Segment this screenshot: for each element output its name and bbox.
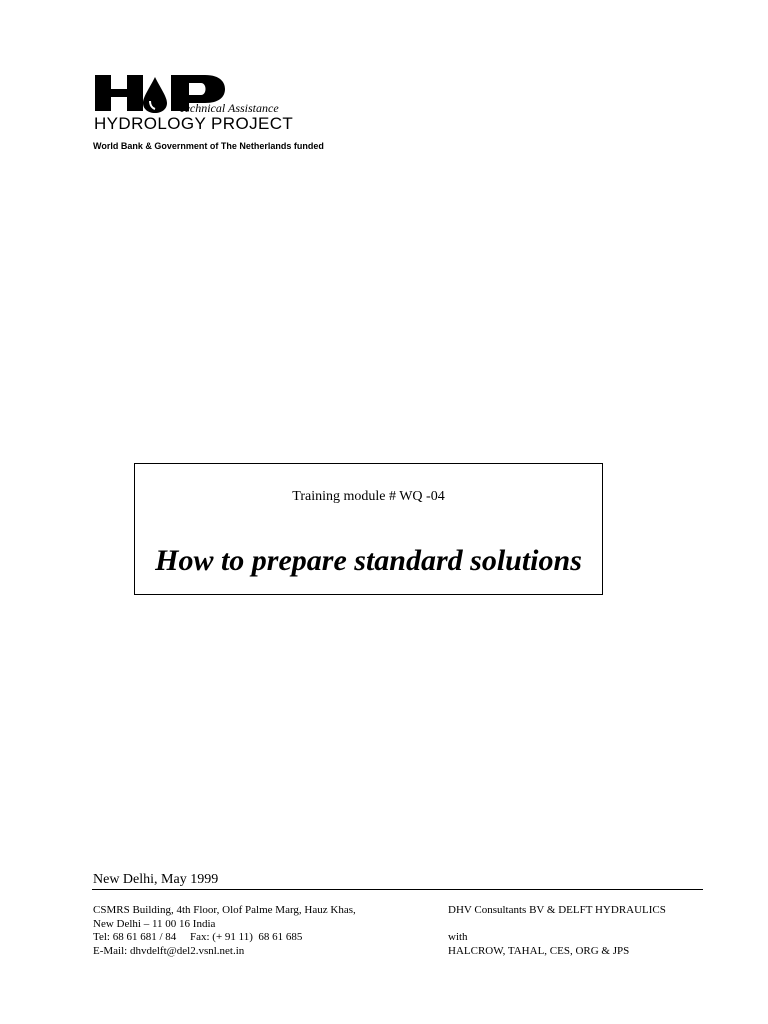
address-line: E-Mail: dhvdelft@del2.vsnl.net.in [93, 944, 245, 957]
title-box [134, 463, 603, 595]
consultant-line: with [448, 931, 468, 943]
logo-tagline: Technical Assistance [179, 101, 279, 115]
module-label: Training module # WQ -04 [292, 489, 445, 504]
address-block [93, 904, 356, 958]
dateline: New Delhi, May 1999 [93, 872, 219, 887]
logo-name: HYDROLOGY PROJECT [94, 114, 294, 133]
address-line: Tel: 68 61 681 / 84 Fax: (+ 91 11) 68 61 685 [93, 931, 303, 943]
hydrology-project-logo [93, 73, 333, 133]
consultant-line: HALCROW, TAHAL, CES, ORG & JPS [448, 944, 630, 957]
consultants-block [448, 904, 666, 958]
document-title: How to prepare standard solutions [155, 544, 582, 577]
address-line: CSMRS Building, 4th Floor, Olof Palme Marg, Hauz Khas, [93, 904, 356, 916]
consultant-line [448, 918, 666, 932]
funding-note: World Bank & Government of The Netherlands funded [93, 141, 324, 151]
address-line: New Delhi – 11 00 16 India [93, 917, 216, 930]
hp-logo-icon [93, 73, 333, 133]
footer-divider [92, 889, 703, 890]
consultant-line: DHV Consultants BV & DELFT HYDRAULICS [448, 904, 666, 916]
